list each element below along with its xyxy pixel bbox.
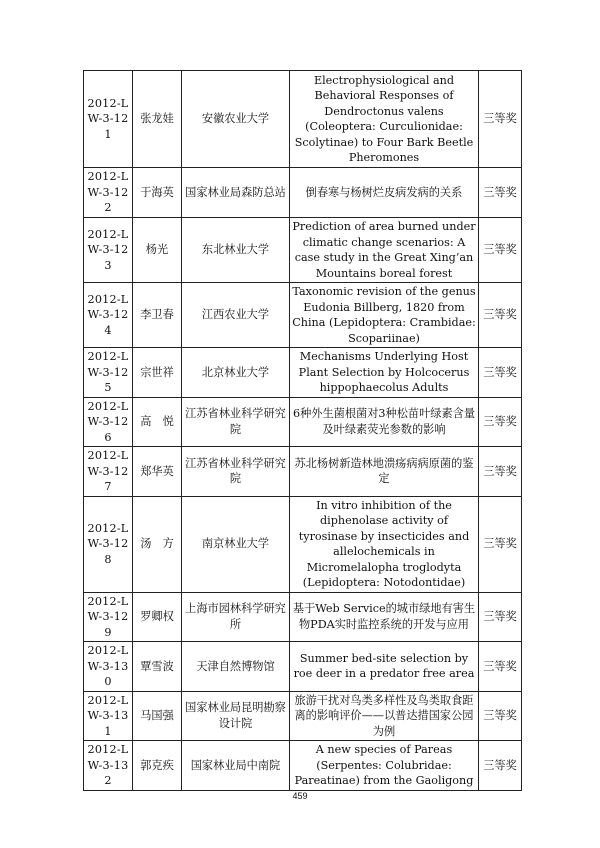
page-number: 459	[292, 791, 308, 801]
institution: 江苏省林业科学研究院	[182, 397, 290, 447]
award-code: 2012-LW-3-126	[84, 397, 133, 447]
award-level: 三等奖	[479, 691, 522, 741]
table-row	[84, 71, 522, 168]
award-code: 2012-LW-3-121	[84, 71, 133, 168]
paper-title: In vitro inhibition of the diphenolase activity of tyrosinase by insecticides and allelochemicals in Micromelalopha troglodyta (Lepidoptera: Notodontidae)	[290, 496, 479, 592]
award-level: 三等奖	[479, 168, 522, 218]
recipient-name: 罗卿权	[133, 592, 182, 642]
recipient-name: 李卫春	[133, 283, 182, 348]
recipient-name: 覃雪波	[133, 642, 182, 692]
recipient-name: 杨光	[133, 218, 182, 283]
institution: 安徽农业大学	[182, 71, 290, 168]
award-code: 2012-LW-3-129	[84, 592, 133, 642]
award-code: 2012-LW-3-130	[84, 642, 133, 692]
table-row	[84, 592, 522, 642]
recipient-name: 郑华英	[133, 447, 182, 497]
paper-title: A new species of Pareas (Serpentes: Colubridae: Pareatinae) from the Gaoligong	[290, 741, 479, 791]
institution: 天津自然博物馆	[182, 642, 290, 692]
institution: 上海市园林科学研究所	[182, 592, 290, 642]
table-row	[84, 447, 522, 497]
table-row	[84, 397, 522, 447]
award-level: 三等奖	[479, 592, 522, 642]
paper-title: Electrophysiological and Behavioral Responses of Dendroctonus valens (Coleoptera: Curculionidae: Scolytinae) to Four Bark Beetle Pheromones	[290, 71, 479, 168]
institution: 江苏省林业科学研究院	[182, 447, 290, 497]
award-code: 2012-LW-3-122	[84, 168, 133, 218]
table-row	[84, 168, 522, 218]
table-row	[84, 741, 522, 791]
award-level: 三等奖	[479, 348, 522, 398]
award-code: 2012-LW-3-125	[84, 348, 133, 398]
award-level: 三等奖	[479, 741, 522, 791]
recipient-name: 高 悦	[133, 397, 182, 447]
award-code: 2012-LW-3-131	[84, 691, 133, 741]
table-row	[84, 283, 522, 348]
award-code: 2012-LW-3-123	[84, 218, 133, 283]
paper-title: 基于Web Service的城市绿地有害生物PDA实时监控系统的开发与应用	[290, 592, 479, 642]
recipient-name: 张龙娃	[133, 71, 182, 168]
institution: 国家林业局森防总站	[182, 168, 290, 218]
recipient-name: 宗世祥	[133, 348, 182, 398]
award-level: 三等奖	[479, 496, 522, 592]
institution: 江西农业大学	[182, 283, 290, 348]
paper-title: 倒春寒与杨树烂皮病发病的关系	[290, 168, 479, 218]
award-level: 三等奖	[479, 397, 522, 447]
recipient-name: 于海英	[133, 168, 182, 218]
award-code: 2012-LW-3-132	[84, 741, 133, 791]
recipient-name: 郭克疾	[133, 741, 182, 791]
table-row	[84, 496, 522, 592]
paper-title: Taxonomic revision of the genus Eudonia Billberg, 1820 from China (Lepidoptera: Crambidae: Scopariinae)	[290, 283, 479, 348]
paper-title: Mechanisms Underlying Host Plant Selection by Holcocerus hippophaecolus Adults	[290, 348, 479, 398]
paper-title: Prediction of area burned under climatic change scenarios: A case study in the Great Xing’an Mountains boreal forest	[290, 218, 479, 283]
award-level: 三等奖	[479, 71, 522, 168]
award-level: 三等奖	[479, 642, 522, 692]
awards-table	[83, 70, 522, 791]
table-row	[84, 691, 522, 741]
award-code: 2012-LW-3-127	[84, 447, 133, 497]
institution: 国家林业局中南院	[182, 741, 290, 791]
award-level: 三等奖	[479, 218, 522, 283]
award-code: 2012-LW-3-124	[84, 283, 133, 348]
paper-title: 旅游干扰对鸟类多样性及鸟类取食距离的影响评价——以普达措国家公园为例	[290, 691, 479, 741]
institution: 国家林业局昆明勘察设计院	[182, 691, 290, 741]
table-row	[84, 348, 522, 398]
award-level: 三等奖	[479, 283, 522, 348]
recipient-name: 汤 方	[133, 496, 182, 592]
paper-title: 6种外生菌根菌对3种松苗叶绿素含量及叶绿素荧光参数的影响	[290, 397, 479, 447]
paper-title: 苏北杨树新造林地溃疡病病原菌的鉴定	[290, 447, 479, 497]
table-row	[84, 218, 522, 283]
table-row	[84, 642, 522, 692]
recipient-name: 马国强	[133, 691, 182, 741]
institution: 北京林业大学	[182, 348, 290, 398]
award-level: 三等奖	[479, 447, 522, 497]
institution: 东北林业大学	[182, 218, 290, 283]
institution: 南京林业大学	[182, 496, 290, 592]
award-code: 2012-LW-3-128	[84, 496, 133, 592]
paper-title: Summer bed-site selection by roe deer in a predator free area	[290, 642, 479, 692]
